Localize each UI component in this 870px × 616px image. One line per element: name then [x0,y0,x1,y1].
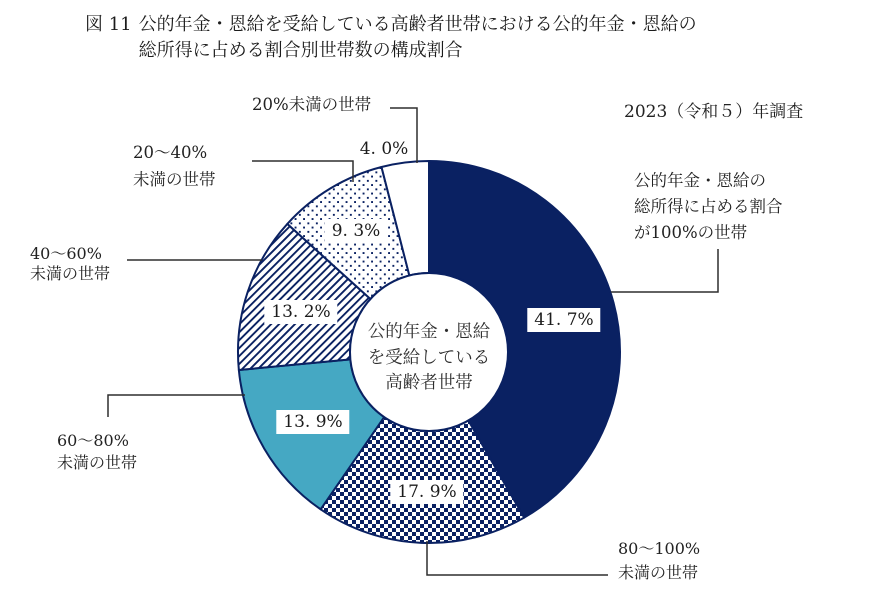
donut-center-label [329,320,529,397]
value-label-under-20: 4. 0% [359,139,409,159]
value-label-80-100: 17. 9% [390,480,463,504]
leader-80-100 [427,541,608,575]
figure-number: 図 11 [85,14,132,35]
value-label-100: 41. 7% [527,308,600,332]
callout-80-100-line2: 未満の世帯 [618,563,699,582]
value-label-20-40: 9. 3% [325,219,388,243]
figure-title-line2: 総所得に占める割合別世帯数の構成割合 [138,39,463,61]
value-label-60-80: 13. 9% [276,410,349,434]
center-label-line3: 高齢者世帯 [385,373,473,393]
callout-60-80-line1: 60〜80% [57,431,129,450]
callout-100-line1: 公的年金・恩給の [634,171,766,190]
survey-year-label: 2023（令和５）年調査 [624,102,804,122]
callout-20-40-line1: 20〜40% [133,143,208,162]
value-label-40-60: 13. 2% [264,300,337,324]
callout-20-40-line2: 未満の世帯 [133,170,216,189]
callout-under-20: 20%未満の世帯 [252,95,372,114]
leader-20-40 [252,161,353,182]
callout-100-line3: が100%の世帯 [634,223,748,242]
center-label-line2: を受給している [367,347,491,368]
center-label-line1: 公的年金・恩給 [367,322,491,342]
leader-100 [611,249,718,292]
figure-title-line1: 公的年金・恩給を受給している高齢者世帯における公的年金・恩給の [138,14,697,35]
callout-40-60-line2: 未満の世帯 [30,264,111,283]
callout-100-line2: 総所得に占める割合 [634,197,783,216]
callout-80-100-line1: 80〜100% [618,539,701,558]
callout-60-80-line2: 未満の世帯 [57,453,138,472]
leader-60-80 [108,395,245,417]
callout-40-60-line1: 40〜60% [30,244,102,263]
